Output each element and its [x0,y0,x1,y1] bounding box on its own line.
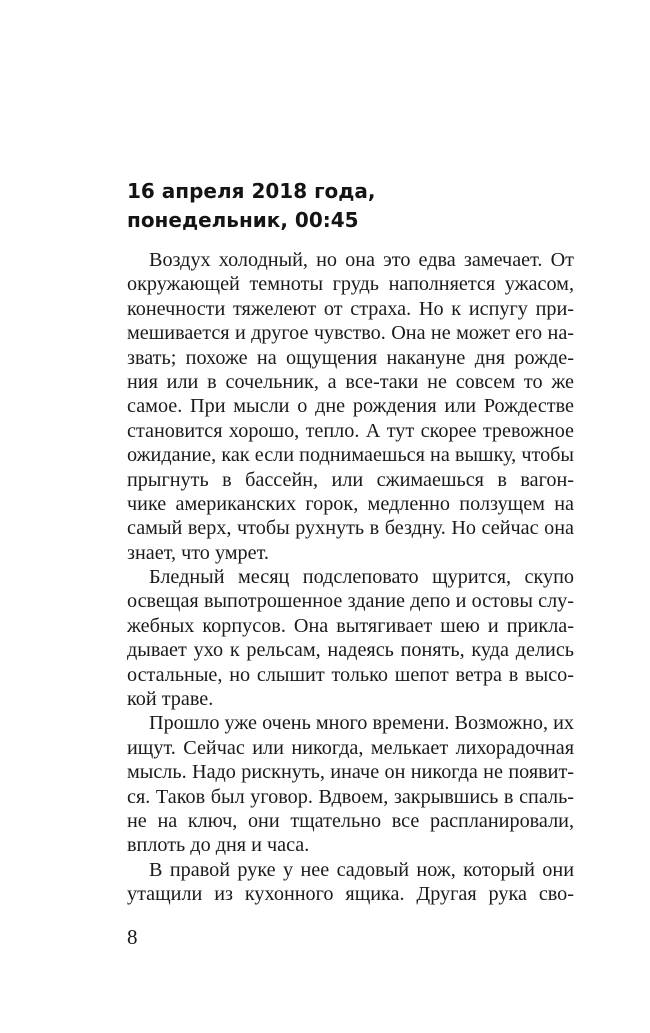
chapter-heading [127,177,567,235]
text-line: окружающей темноты грудь наполняется ужасом, [127,273,574,296]
body-text [127,248,574,907]
text-line: дывает ухо к рельсам, надеясь понять, куда делись [127,639,574,662]
text-line: мешивается и другое чувство. Она не может его на- [127,322,574,345]
text-line: знает, что умрет. [127,541,269,564]
text-line: становится хорошо, тепло. А тут скорее тревожное [127,419,574,442]
text-line: ния или в сочельник, а все-таки не совсем то же [127,370,574,393]
page-number: 8 [127,925,138,949]
paragraph [127,248,574,565]
paragraph [127,565,574,711]
heading-date-line: 16 апреля 2018 года, [127,179,376,203]
paragraph [127,711,574,857]
text-line: вплоть до дня и часа. [127,834,310,857]
text-line: жебных корпусов. Она вытягивает шею и прикла- [127,614,574,637]
text-line: ожидание, как если поднимаешься на вышку, чтобы [127,444,574,467]
text-line: Воздух холодный, но она это едва замечает. От [149,249,574,271]
text-line: Бледный месяц подслеповато щурится, скупо [149,566,574,589]
text-line: мысль. Надо рискнуть, иначе он никогда не появит- [127,761,574,784]
text-line: самый верх, чтобы рухнуть в бездну. Но сейчас она [127,517,574,540]
text-line: ищут. Сейчас или никогда, мелькает лихорадочная [127,736,574,759]
text-line: кой траве. [127,688,214,711]
heading-weekday-time-line: понедельник, 00:45 [127,208,359,232]
text-line: не на ключ, они тщательно все распланировали, [127,809,574,832]
text-line: В правой руке у нее садовый нож, который они [149,858,574,881]
paragraph [127,858,574,907]
text-line: Прошло уже очень много времени. Возможно, их [149,712,574,735]
text-line: самое. При мысли о дне рождения или Рождестве [127,395,574,418]
text-line: утащили из кухонного ящика. Другая рука сво- [127,883,574,906]
text-line: освещая выпотрошенное здание депо и остовы слу- [127,590,574,613]
text-line: ся. Таков был уговор. Вдвоем, закрывшись в спаль- [127,785,574,808]
text-line: чике американских горок, медленно ползущем на [127,492,574,515]
text-line: прыгнуть в бассейн, или сжимаешься в вагон- [127,468,574,491]
text-line: звать; похоже на ощущения накануне дня рожде- [127,346,574,369]
text-line: остальные, но слышит только шепот ветра в высо- [127,663,574,686]
text-line: конечности тяжелеют от страха. Но к испугу при- [127,297,574,320]
